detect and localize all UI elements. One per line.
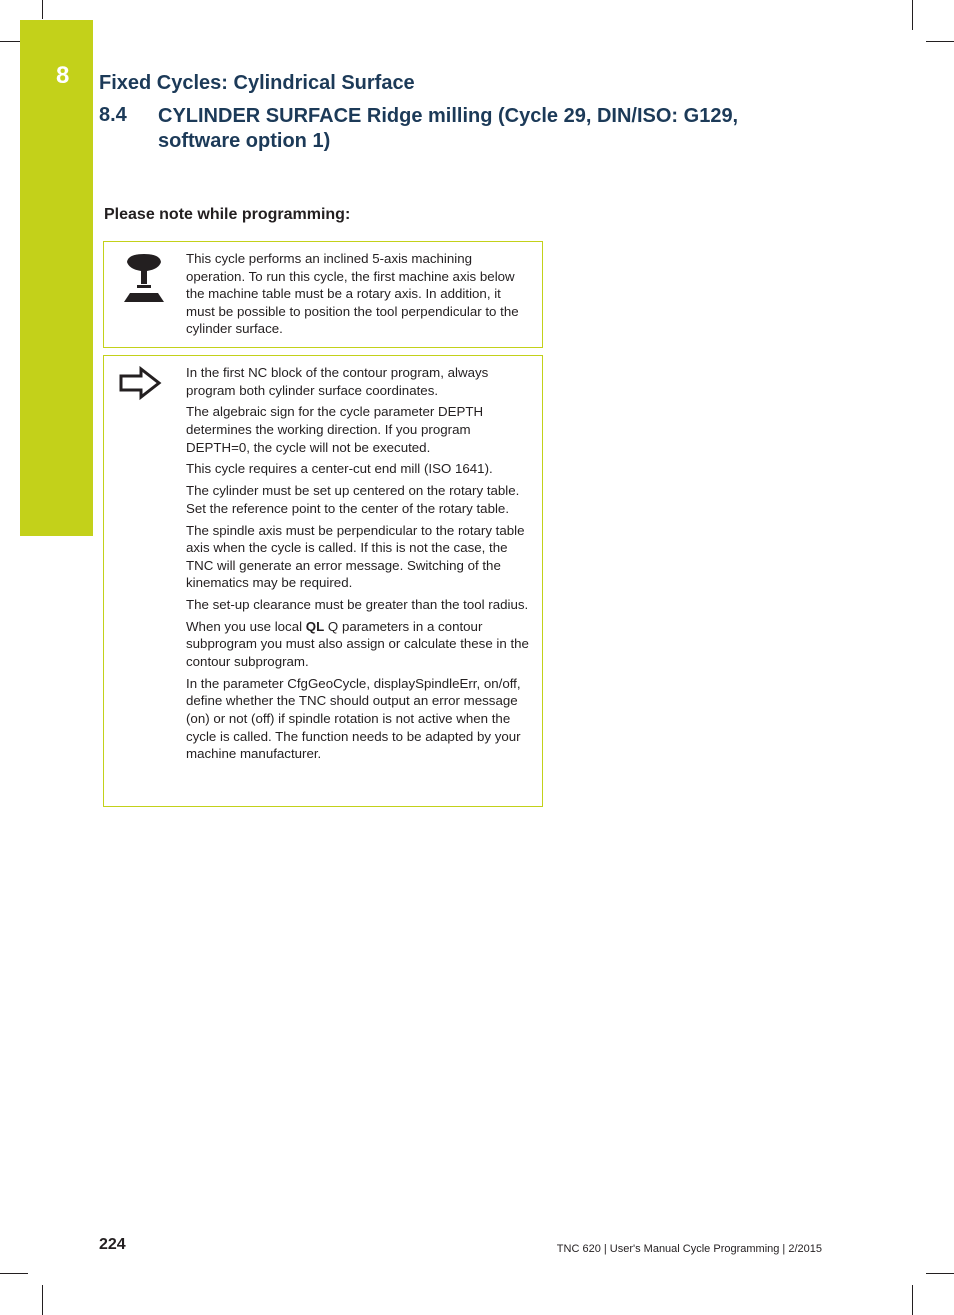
note-paragraph: In the first NC block of the contour program, always program both cylinder surface coordinates. bbox=[186, 365, 489, 398]
crop-mark bbox=[926, 41, 954, 42]
chapter-number: 8 bbox=[56, 62, 70, 89]
info-note-text bbox=[186, 356, 542, 771]
note-paragraph: This cycle requires a center-cut end mill (ISO 1641). bbox=[186, 461, 493, 477]
text-run: Q parameters in a contour subprogram you must also assign or calculate these in the contour subprogram. bbox=[186, 618, 529, 670]
arrow-right-icon bbox=[117, 366, 167, 407]
text-run: When you use local bbox=[186, 618, 306, 634]
page-number: 224 bbox=[99, 1236, 126, 1253]
ql-keyword: QL bbox=[305, 618, 325, 634]
crop-mark bbox=[42, 1285, 43, 1315]
section-number: 8.4 bbox=[99, 104, 127, 126]
crop-mark bbox=[926, 1273, 954, 1274]
note-paragraph: This cycle performs an inclined 5-axis machining operation. To run this cycle, the first machine axis below the machine table must be a rotary axis. In addition, it must be possible to position the tool perpendicular to the cylinder surface. bbox=[186, 251, 519, 337]
note-paragraph: The set-up clearance must be greater than the tool radius. bbox=[186, 597, 529, 613]
chapter-tab bbox=[20, 20, 93, 536]
subheading: Please note while programming: bbox=[104, 206, 351, 223]
note-paragraph bbox=[186, 618, 532, 671]
crop-mark bbox=[42, 0, 43, 19]
machine-note-box bbox=[103, 241, 543, 348]
crop-mark bbox=[0, 1273, 28, 1274]
note-paragraph: The spindle axis must be perpendicular to the rotary table axis when the cycle is called. If this is not the case, the TNC will generate an error message. Switching of the kinematics may be required. bbox=[186, 522, 525, 591]
crop-mark bbox=[912, 0, 913, 30]
machine-note-text bbox=[186, 242, 542, 346]
crop-mark bbox=[0, 41, 20, 42]
note-paragraph: In the parameter CfgGeoCycle, displaySpindleErr, on/off, define whether the TNC should output an error message (on) or not (off) if spindle rotation is not active when the cycle is called. The function needs to be adapted by your machine manufacturer. bbox=[186, 675, 521, 762]
chapter-title: Fixed Cycles: Cylindrical Surface bbox=[99, 72, 415, 94]
note-paragraph: The cylinder must be set up centered on the rotary table. Set the reference point to the center of the rotary table. bbox=[186, 483, 520, 516]
info-note-box bbox=[103, 355, 543, 807]
note-paragraph: The algebraic sign for the cycle parameter DEPTH determines the working direction. If you program DEPTH=0, the cycle will not be executed. bbox=[186, 404, 484, 455]
footer-text: TNC 620 | User's Manual Cycle Programming | 2/2015 bbox=[556, 1243, 822, 1255]
machine-tool-icon bbox=[117, 252, 177, 312]
section-title: CYLINDER SURFACE Ridge milling (Cycle 29, DIN/ISO: G129, software option 1) bbox=[158, 105, 739, 152]
crop-mark bbox=[912, 1285, 913, 1315]
